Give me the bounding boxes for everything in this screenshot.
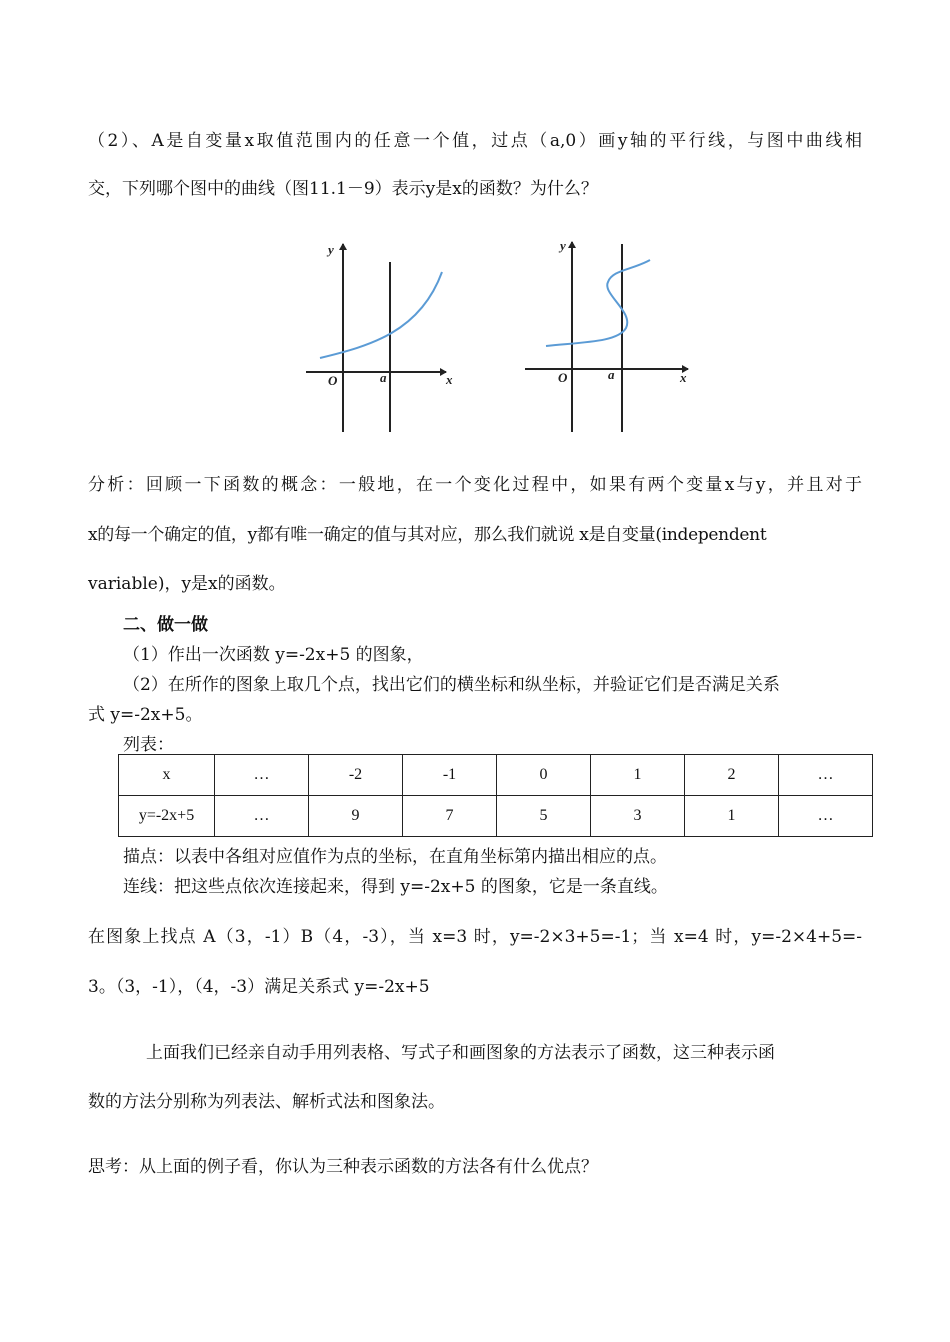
table-cell: -1 [403, 755, 497, 796]
right-curve [546, 260, 650, 346]
table-cell: 1 [591, 755, 685, 796]
table-cell: … [215, 755, 309, 796]
table-cell: -2 [309, 755, 403, 796]
table-row [119, 755, 873, 796]
table-cell: 9 [309, 796, 403, 837]
think-question: 思考：从上面的例子看，你认为三种表示函数的方法各有什么优点？ [88, 1157, 598, 1177]
right-a-label: a [608, 367, 615, 382]
verify-line2: 3。（3，-1），（4，-3）满足关系式 y=-2x+5 [88, 977, 430, 997]
figure-11-1-9 [300, 232, 700, 444]
table-cell: 5 [497, 796, 591, 837]
q2-text-line1: （2）、A是自变量x取值范围内的任意一个值，过点（a,0）画y轴的平行线，与图中曲线相 [88, 131, 862, 151]
plot-step: 描点：以表中各组对应值作为点的坐标，在直角坐标第内描出相应的点。 [123, 847, 667, 867]
analysis-line2: x的每一个确定的值，y都有唯一确定的值与其对应，那么我们就说 x是自变量(independent [88, 525, 767, 545]
table-cell: 7 [403, 796, 497, 837]
summary-line1: 上面我们已经亲自动手用列表格、写式子和画图象的方法表示了函数，这三种表示函 [146, 1043, 775, 1063]
value-table [118, 754, 873, 837]
left-a-label: a [380, 370, 387, 385]
analysis-line3: variable)，y是x的函数。 [88, 574, 286, 594]
table-cell: y=-2x+5 [119, 796, 215, 837]
right-x-label: x [680, 370, 687, 385]
section2-heading: 二、做一做 [123, 615, 208, 635]
table-cell: … [779, 755, 873, 796]
table-label: 列表： [123, 735, 174, 755]
left-curve [320, 272, 442, 358]
left-x-label: x [446, 372, 453, 387]
left-origin-label: O [328, 373, 338, 388]
table-cell: 0 [497, 755, 591, 796]
section2-item2-line1: （2）在所作的图象上取几个点，找出它们的横坐标和纵坐标，并验证它们是否满足关系 [123, 675, 780, 695]
table-cell: x [119, 755, 215, 796]
table-row [119, 796, 873, 837]
right-graph [525, 238, 688, 432]
connect-step: 连线：把这些点依次连接起来，得到 y=-2x+5 的图象，它是一条直线。 [123, 877, 668, 897]
table-cell: … [215, 796, 309, 837]
right-y-label: y [560, 238, 566, 253]
section2-item2-line2: 式 y=-2x+5。 [88, 705, 203, 725]
left-graph [306, 242, 453, 432]
summary-line2: 数的方法分别称为列表法、解析式法和图象法。 [88, 1092, 445, 1112]
left-y-label: y [328, 242, 334, 257]
analysis-line1: 分析：回顾一下函数的概念：一般地，在一个变化过程中，如果有两个变量x与y，并且对于 [88, 475, 862, 495]
verify-line1: 在图象上找点 A（3，-1）B（4，-3），当 x=3 时，y=-2×3+5=-1；当 x=4 时，y=-2×4+5=- [88, 927, 862, 947]
table-cell: 2 [685, 755, 779, 796]
table-cell: … [779, 796, 873, 837]
table-cell: 1 [685, 796, 779, 837]
table-cell: 3 [591, 796, 685, 837]
right-origin-label: O [558, 370, 568, 385]
q2-text-line2: 交，下列哪个图中的曲线（图11.1－9）表示y是x的函数？为什么？ [88, 179, 598, 199]
section2-item1: （1）作出一次函数 y=-2x+5 的图象， [123, 645, 424, 665]
